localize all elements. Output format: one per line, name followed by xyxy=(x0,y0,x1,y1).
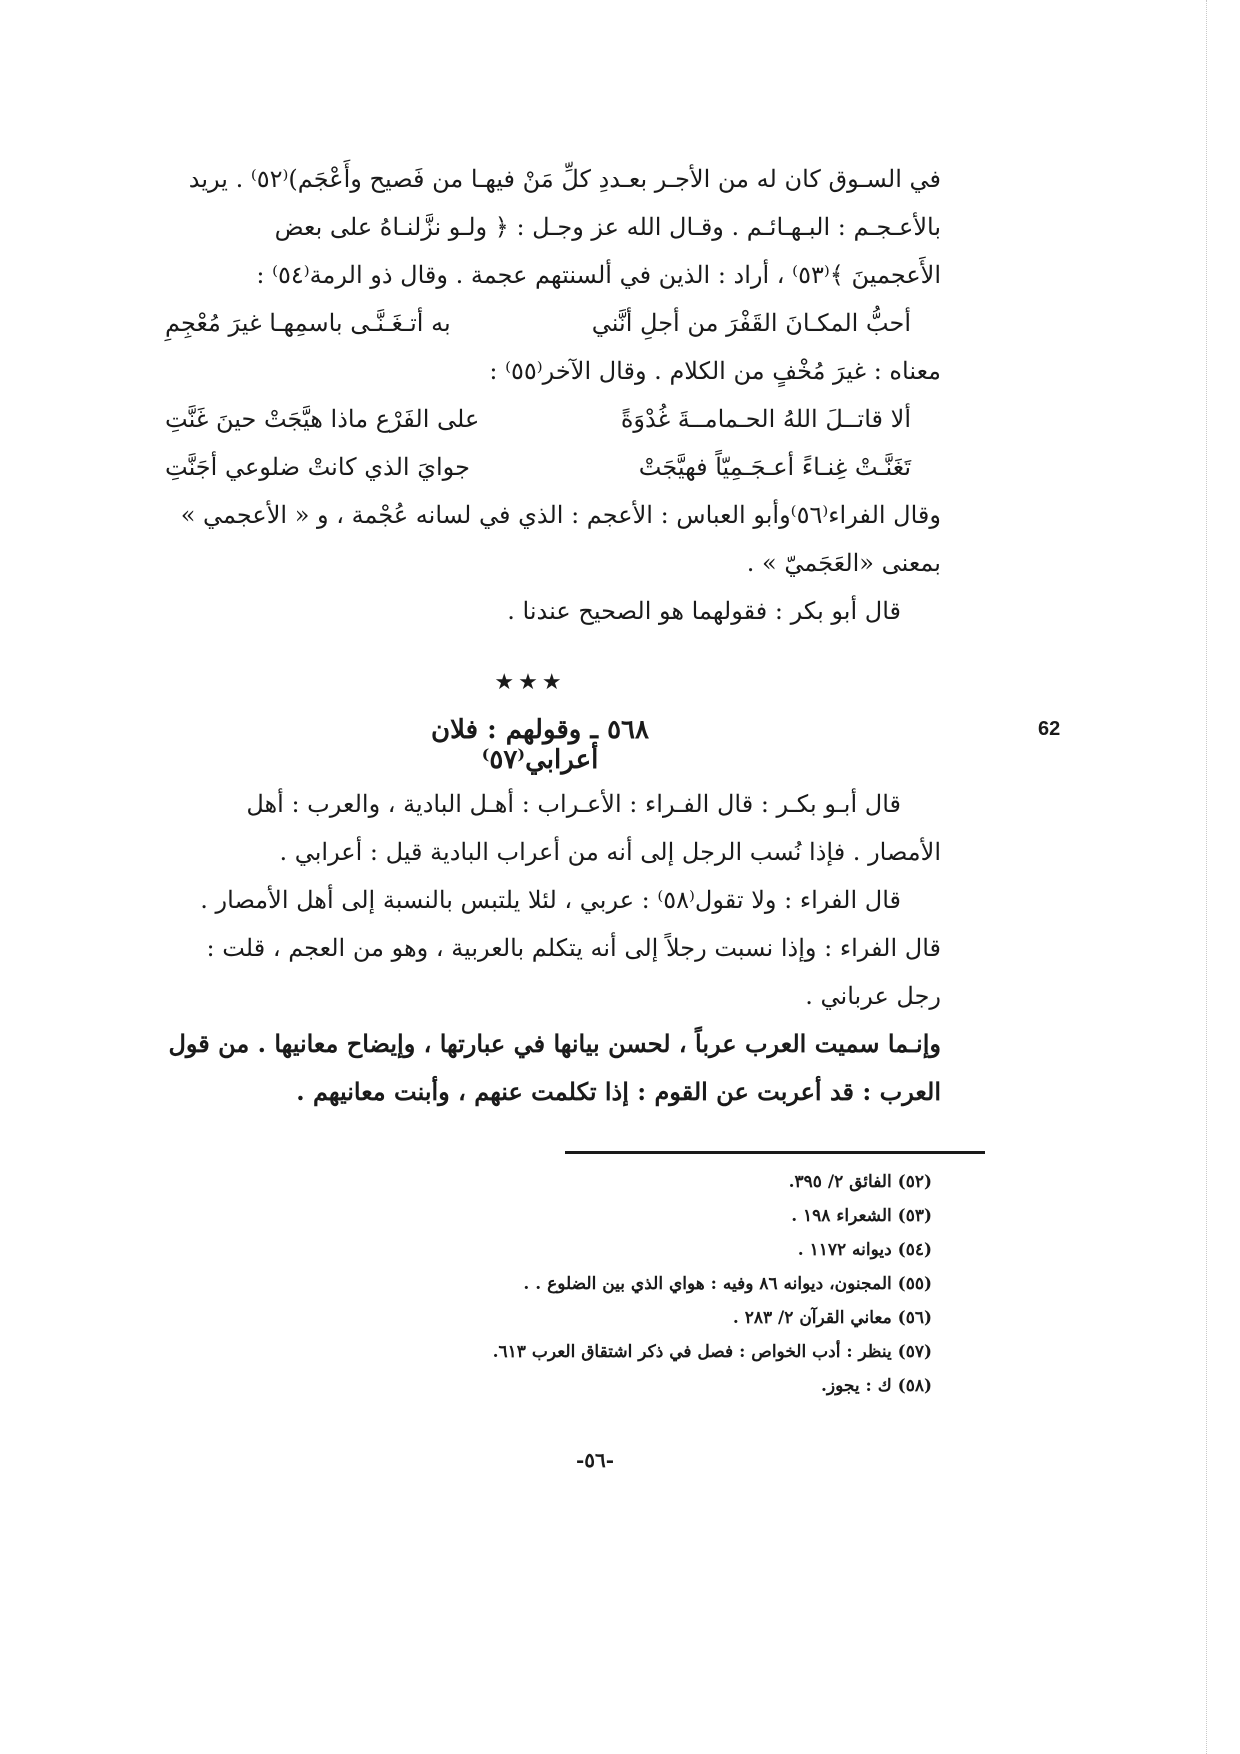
section-separator: ★★★ xyxy=(494,670,566,695)
poem-verse xyxy=(135,395,941,443)
footnotes-list xyxy=(420,1165,932,1403)
footnote-item: (٥٢) الفائق ٢/ ٣٩٥. xyxy=(788,1172,932,1192)
footnote-item: (٥٤) ديوانه ١١٧٢ . xyxy=(797,1240,932,1260)
text-line: معناه : غيرَ مُخْفٍ من الكلام . وقال الآخر⁽٥٥⁾ : xyxy=(489,357,941,385)
text-line: قال أبو بكر : فقولهما هو الصحيح عندنا . xyxy=(507,597,901,625)
scan-edge-line xyxy=(1206,0,1207,1754)
main-text-top xyxy=(135,155,941,635)
footnote-item: (٥٨) ك : يجوز. xyxy=(820,1376,932,1396)
main-text-bottom xyxy=(135,780,941,1116)
text-line: الأمصار . فإذا نُسب الرجل إلى أنه من أعراب البادية قيل : أعرابي . xyxy=(279,838,941,866)
text-line: قال أبـو بكـر : قال الفـراء : الأعـراب : أهـل البادية ، والعرب : أهل xyxy=(246,790,901,818)
poem-verse xyxy=(135,299,941,347)
footnote-item: (٥٥) المجنون، ديوانه ٨٦ وفيه : هواي الذي بين الضلوع . . xyxy=(523,1274,932,1294)
page-number-footer: -٥٦- xyxy=(575,1448,615,1472)
text-line: بمعنى «العَجَميّ » . xyxy=(746,549,941,577)
verse-first-hemistich: أحبُّ المكـانَ القَفْرَ من أجلِ أنَّني xyxy=(591,309,911,337)
footnote-divider xyxy=(565,1151,985,1154)
verse-first-hemistich: تَغَنَّـتْ غِنـاءً أعـجَـمِيّاً فهيَّجَتْ xyxy=(638,453,911,481)
text-line: الأَعجمينَ ﴾⁽٥٣⁾ ، أراد : الذين في ألسنتهم عجمة . وقال ذو الرمة⁽٥٤⁾ : xyxy=(256,261,941,289)
verse-second-hemistich: على الفَرْع ماذا هيَّجَتْ حينَ غَنَّتِ xyxy=(165,405,480,433)
text-line: رجل عرباني . xyxy=(805,982,941,1010)
poem-verse xyxy=(135,443,941,491)
footnote-item: (٥٦) معاني القرآن ٢/ ٢٨٣ . xyxy=(732,1308,932,1328)
footnote-item: (٥٧) ينظر : أدب الخواص : فصل في ذكر اشتقاق العرب ٦١٣. xyxy=(492,1342,932,1362)
text-line: في السـوق كان له من الأجـر بعـددِ كلِّ مَنْ فيهـا من فَصيح وأَعْجَم)⁽٥٢⁾ . يريد xyxy=(188,165,941,193)
text-line: قال الفراء : وإذا نسبت رجلاً إلى أنه يتكلم بالعربية ، وهو من العجم ، قلت : xyxy=(206,934,941,962)
bold-text-line: وإنـما سميت العرب عرباً ، لحسن بيانها في عبارتها ، وإيضاح معانيها . من قول xyxy=(168,1029,941,1058)
text-line: قال الفراء : ولا تقول⁽٥٨⁾ : عربي ، لئلا يلتبس بالنسبة إلى أهل الأمصار . xyxy=(200,886,901,914)
verse-second-hemistich: به أتـغَـنَّـى باسمِهـا غيرَ مُعْجِمِ xyxy=(165,309,451,337)
verse-first-hemistich: ألا قاتــلَ اللهُ الحـمامــةَ غُدْوَةً xyxy=(620,405,911,433)
bold-text-line: العرب : قد أعربت عن القوم : إذا تكلمت عنهم ، وأبنت معانيهم . xyxy=(296,1077,941,1106)
side-page-number: 62 xyxy=(1038,718,1061,740)
chapter-title: ٥٦٨ ـ وقولهم : فلان أعرابي⁽٥٧⁾ xyxy=(431,715,649,775)
footnote-item: (٥٣) الشعراء ١٩٨ . xyxy=(791,1206,932,1226)
verse-second-hemistich: جوايَ الذي كانتْ ضلوعي أجَنَّتِ xyxy=(165,453,470,481)
text-line: وقال الفراء⁽٥٦⁾وأبو العباس : الأعجم : الذي في لسانه عُجْمة ، و « الأعجمي » xyxy=(180,501,941,529)
text-line: بالأعـجـم : البـهـائـم . وقـال الله عز وجـل : ﴿ ولـو نزَّلنـاهُ على بعض xyxy=(274,213,941,241)
